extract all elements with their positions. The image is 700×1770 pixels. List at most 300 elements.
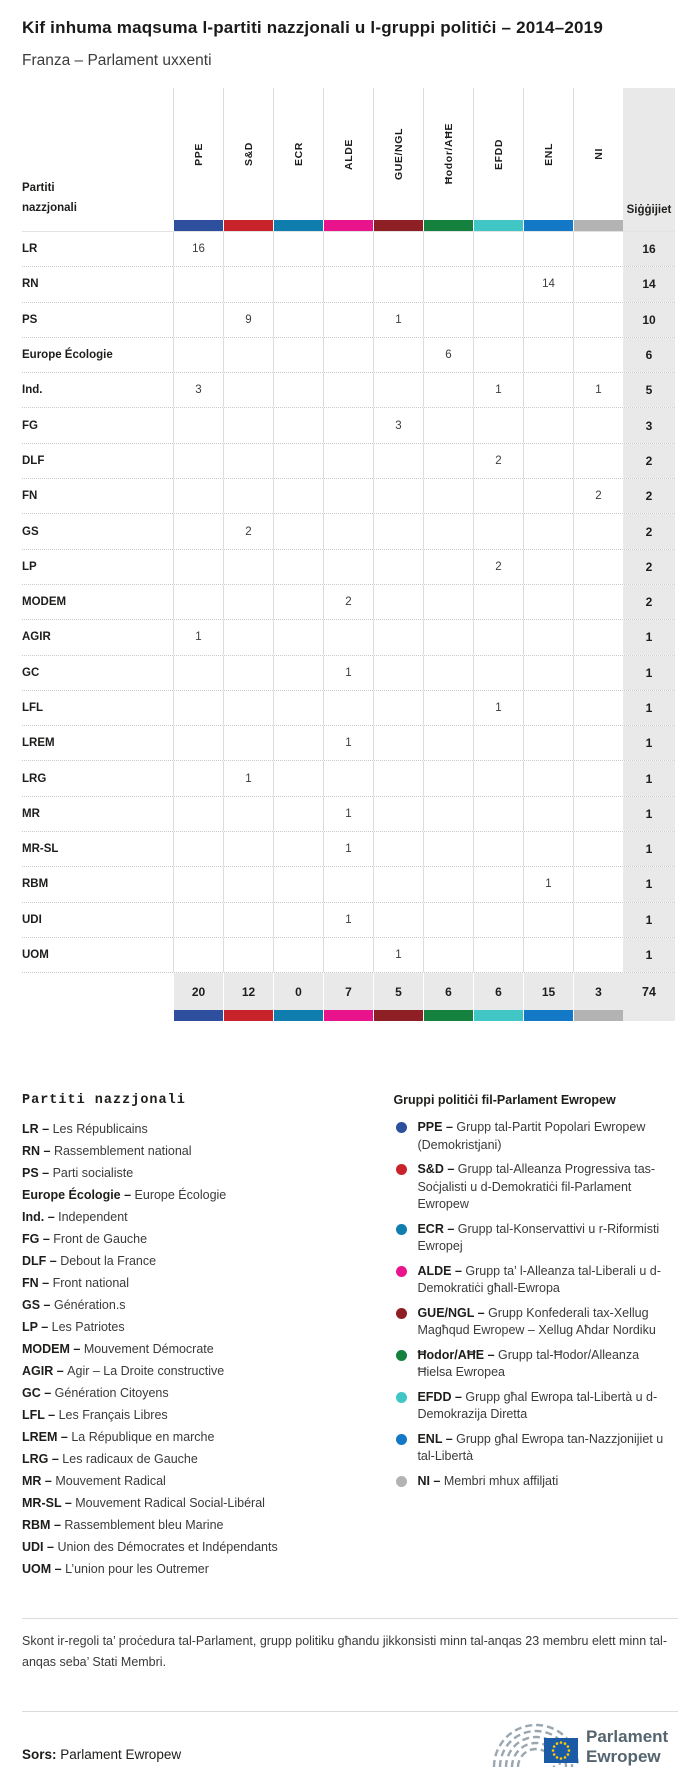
party-name: Debout la France: [60, 1254, 157, 1269]
group-legend-item: [393, 1305, 678, 1340]
value-cell: [573, 267, 623, 301]
value-cell: [223, 620, 273, 654]
value-cell: [423, 656, 473, 690]
value-cell: [423, 267, 473, 301]
group-abbr: Ħodor/AĦE –: [417, 1347, 499, 1362]
party-label: Ind.: [22, 384, 43, 397]
value-cell: [523, 691, 573, 725]
value-cell: [373, 620, 423, 654]
value-cell: [273, 656, 323, 690]
value-cell: [523, 726, 573, 760]
value-cell: [323, 338, 373, 372]
column-header-label: EFDD: [492, 138, 505, 170]
party-label: MR: [22, 807, 40, 820]
color-swatch: [473, 220, 523, 231]
group-abbr: PPE –: [417, 1120, 457, 1135]
logo-text-line2: Ewropew: [586, 1747, 661, 1767]
party-abbr: MR –: [22, 1474, 56, 1489]
value-cell: [173, 656, 223, 690]
party-legend-item: [22, 1184, 371, 1206]
divider-bottom: [22, 1711, 678, 1712]
group-desc: Ħodor/AĦE – Grupp tal-Ħodor/Alleanza Ħielsa Ewropea: [417, 1347, 640, 1380]
seats-total-cell: 2: [623, 514, 675, 548]
value-cell: [473, 656, 523, 690]
party-legend-item: [22, 1294, 371, 1316]
column-header-cell: [523, 88, 573, 220]
value-cell: [323, 938, 373, 972]
group-legend-item: [393, 1473, 678, 1491]
value-cell: 9: [223, 303, 273, 337]
table-body: [22, 231, 675, 973]
party-abbr: LREM –: [22, 1430, 72, 1445]
value-cell: [323, 408, 373, 442]
value-cell: [373, 761, 423, 795]
totals-row: [22, 973, 675, 1010]
party-abbr: UDI –: [22, 1540, 58, 1555]
party-name: Les radicaux de Gauche: [62, 1452, 198, 1467]
value-cell: [523, 232, 573, 266]
value-cell: 2: [323, 585, 373, 619]
value-cell: [523, 656, 573, 690]
group-desc: NI – Membri mhux affiljati: [417, 1473, 559, 1488]
value-cell: [373, 656, 423, 690]
table-row: [22, 761, 675, 796]
color-swatch: [473, 1010, 523, 1021]
value-cell: [173, 867, 223, 901]
seats-total-cell: 2: [623, 550, 675, 584]
party-label: RN: [22, 278, 39, 291]
value-cell: [273, 338, 323, 372]
color-swatch: [223, 220, 273, 231]
column-header-label: S&D: [242, 142, 255, 166]
group-total-cell: 0: [273, 973, 323, 1010]
footer-bottom-row: [22, 1718, 678, 1770]
table-row: [22, 797, 675, 832]
value-cell: [173, 550, 223, 584]
value-cell: 1: [473, 373, 523, 407]
value-cell: [573, 585, 623, 619]
group-total-cell: 15: [523, 973, 573, 1010]
value-cell: 1: [323, 832, 373, 866]
value-cell: [173, 585, 223, 619]
value-cell: [273, 691, 323, 725]
value-cell: [573, 550, 623, 584]
seats-total-cell: 5: [623, 373, 675, 407]
value-cell: [423, 691, 473, 725]
value-cell: [573, 232, 623, 266]
value-cell: [223, 832, 273, 866]
value-cell: 1: [523, 867, 573, 901]
seats-total-cell: 14: [623, 267, 675, 301]
value-cell: [423, 373, 473, 407]
seats-total-cell: 1: [623, 656, 675, 690]
value-cell: [373, 373, 423, 407]
party-abbr: PS –: [22, 1166, 53, 1181]
group-legend-item: [393, 1161, 678, 1214]
column-header-label: ENL: [542, 142, 555, 166]
value-cell: [473, 408, 523, 442]
column-header-cell: [573, 88, 623, 220]
party-label: Europe Écologie: [22, 349, 113, 362]
divider-top: [22, 1618, 678, 1619]
color-swatch: [323, 1010, 373, 1021]
value-cell: [373, 691, 423, 725]
party-label: PS: [22, 313, 38, 326]
value-cell: [273, 479, 323, 513]
column-header-label: NI: [592, 148, 605, 160]
value-cell: [473, 867, 523, 901]
column-header-label: ECR: [292, 142, 305, 166]
value-cell: [273, 832, 323, 866]
value-cell: [273, 232, 323, 266]
value-cell: 6: [423, 338, 473, 372]
value-cell: [523, 832, 573, 866]
party-abbr: LP –: [22, 1320, 52, 1335]
color-swatch: [273, 220, 323, 231]
value-cell: [223, 373, 273, 407]
party-label: AGIR: [22, 631, 51, 644]
party-name: Union des Démocrates et Indépendants: [57, 1540, 278, 1555]
group-total-cell: 12: [223, 973, 273, 1010]
value-cell: [223, 408, 273, 442]
party-label: UOM: [22, 949, 49, 962]
party-legend-item: [22, 1492, 371, 1514]
legend-parties-list: [22, 1118, 371, 1580]
group-color-bar: [22, 220, 675, 231]
color-swatch: [373, 1010, 423, 1021]
party-legend-item: [22, 1404, 371, 1426]
party-legend-item: [22, 1228, 371, 1250]
legend-groups: [393, 1093, 678, 1580]
value-cell: [223, 232, 273, 266]
value-cell: [223, 797, 273, 831]
party-abbr: LR –: [22, 1122, 53, 1137]
table-row: [22, 444, 675, 479]
color-swatch: [573, 220, 623, 231]
value-cell: [373, 267, 423, 301]
party-name: Génération.s: [53, 1298, 126, 1313]
value-cell: [273, 303, 323, 337]
party-legend-item: [22, 1118, 371, 1140]
value-cell: [423, 479, 473, 513]
value-cell: [573, 303, 623, 337]
value-cell: [373, 903, 423, 937]
group-abbr: ECR –: [417, 1221, 458, 1236]
infographic-page: [0, 18, 700, 1770]
value-cell: [373, 232, 423, 266]
color-swatch: [573, 1010, 623, 1021]
table-row: [22, 373, 675, 408]
color-swatch: [223, 1010, 273, 1021]
table-row: [22, 479, 675, 514]
value-cell: [273, 761, 323, 795]
group-desc: PPE – Grupp tal-Partit Popolari Ewropew (Demokristjani): [417, 1120, 646, 1152]
value-cell: [173, 797, 223, 831]
table-row: [22, 691, 675, 726]
bar-spacer: [22, 220, 173, 231]
party-label: LFL: [22, 702, 44, 714]
party-name: Les Républicains: [52, 1122, 148, 1137]
value-cell: 1: [173, 620, 223, 654]
party-name: Mouvement Démocrate: [83, 1342, 214, 1357]
value-cell: [573, 761, 623, 795]
table-row: [22, 550, 675, 585]
value-cell: [473, 761, 523, 795]
group-abbr: NI –: [417, 1473, 444, 1488]
value-cell: [523, 408, 573, 442]
source-value: Parlament Ewropew: [60, 1747, 182, 1763]
column-header-label: Ħodor/AĦE: [442, 123, 455, 185]
party-name: Mouvement Radical: [55, 1474, 166, 1489]
value-cell: [273, 726, 323, 760]
group-desc: GUE/NGL – Grupp Konfederali tax-Xellug Magħqud Ewropew – Xellug Aħdar Nordiku: [417, 1305, 656, 1338]
group-abbr: ENL –: [417, 1431, 457, 1446]
party-label: RBM: [22, 878, 49, 891]
value-cell: [373, 514, 423, 548]
value-cell: [473, 797, 523, 831]
value-cell: [173, 903, 223, 937]
seats-total-cell: 1: [623, 903, 675, 937]
value-cell: [573, 938, 623, 972]
group-desc: EFDD – Grupp għal Ewropa tal-Libertà u d-Demokrazija Diretta: [417, 1389, 658, 1422]
value-cell: [173, 267, 223, 301]
value-cell: [523, 514, 573, 548]
value-cell: [423, 761, 473, 795]
value-cell: 14: [523, 267, 573, 301]
seats-total-cell: 3: [623, 408, 675, 442]
table-row: [22, 303, 675, 338]
value-cell: [373, 867, 423, 901]
table-row: [22, 585, 675, 620]
party-abbr: GC –: [22, 1386, 55, 1401]
color-swatch: [423, 220, 473, 231]
page-title: Kif inhuma maqsuma l-partiti nazzjonali u l-gruppi politiċi – 2014–2019: [22, 18, 603, 37]
grand-total-cell: 74: [623, 973, 675, 1010]
value-cell: [573, 620, 623, 654]
party-legend-item: [22, 1206, 371, 1228]
party-abbr: RBM –: [22, 1518, 65, 1533]
legend-parties: [22, 1093, 371, 1580]
value-cell: 2: [573, 479, 623, 513]
value-cell: [373, 444, 423, 478]
value-cell: [423, 867, 473, 901]
seats-total-cell: 1: [623, 691, 675, 725]
column-header-label: ALDE: [342, 138, 355, 170]
party-label: LR: [22, 243, 38, 256]
group-total-cell: 6: [473, 973, 523, 1010]
party-name: Front de Gauche: [53, 1232, 148, 1247]
party-abbr: FN –: [22, 1276, 53, 1291]
group-abbr: EFDD –: [417, 1389, 466, 1404]
value-cell: 1: [473, 691, 523, 725]
value-cell: [373, 479, 423, 513]
value-cell: [473, 338, 523, 372]
value-cell: [273, 797, 323, 831]
value-cell: [473, 620, 523, 654]
seats-total-cell: 1: [623, 726, 675, 760]
value-cell: [523, 373, 573, 407]
value-cell: [223, 726, 273, 760]
value-cell: [173, 444, 223, 478]
value-cell: [523, 479, 573, 513]
value-cell: [423, 832, 473, 866]
value-cell: 3: [373, 408, 423, 442]
table-row: [22, 938, 675, 973]
group-legend-item: [393, 1263, 678, 1298]
column-header-label: GUE/NGL: [392, 127, 405, 181]
value-cell: [473, 903, 523, 937]
value-cell: [273, 903, 323, 937]
party-label: DLF: [22, 454, 45, 467]
party-name: Rassemblement bleu Marine: [64, 1518, 224, 1533]
group-total-cell: 6: [423, 973, 473, 1010]
value-cell: [223, 691, 273, 725]
value-cell: [223, 444, 273, 478]
column-header-cell: [373, 88, 423, 220]
totals-spacer: [22, 973, 173, 1010]
value-cell: [273, 514, 323, 548]
seats-distribution-table: [22, 88, 675, 1021]
value-cell: [223, 938, 273, 972]
color-swatch: [423, 1010, 473, 1021]
seats-total-cell: 1: [623, 938, 675, 972]
value-cell: [523, 903, 573, 937]
value-cell: [573, 444, 623, 478]
value-cell: [273, 373, 323, 407]
value-cell: [323, 867, 373, 901]
legend-groups-list: [393, 1119, 678, 1490]
value-cell: [523, 797, 573, 831]
party-abbr: LRG –: [22, 1452, 63, 1467]
value-cell: [323, 303, 373, 337]
seats-total-cell: 1: [623, 832, 675, 866]
party-abbr: UOM –: [22, 1562, 66, 1577]
seats-total-cell: 1: [623, 620, 675, 654]
group-total-cell: 5: [373, 973, 423, 1010]
value-cell: [223, 867, 273, 901]
group-abbr: ALDE –: [417, 1263, 466, 1278]
group-color-dot: [396, 1434, 407, 1445]
table-row: [22, 867, 675, 902]
party-label: MR-SL: [22, 843, 59, 856]
color-swatch: [523, 220, 573, 231]
group-color-dot: [396, 1350, 407, 1361]
party-name: Parti socialiste: [52, 1166, 134, 1181]
group-color-dot: [396, 1122, 407, 1133]
party-label: LREM: [22, 737, 55, 750]
group-legend-item: [393, 1389, 678, 1424]
group-color-dot: [396, 1266, 407, 1277]
seats-total-cell: 16: [623, 232, 675, 266]
value-cell: 1: [323, 903, 373, 937]
seats-total-cell: 1: [623, 867, 675, 901]
value-cell: 1: [323, 797, 373, 831]
value-cell: 2: [473, 444, 523, 478]
party-label: MODEM: [22, 596, 67, 609]
value-cell: [423, 232, 473, 266]
european-parliament-logo: [483, 1718, 678, 1770]
group-desc: ECR – Grupp tal-Konservattivi u r-Riformisti Ewropej: [417, 1221, 660, 1254]
value-cell: [273, 267, 323, 301]
value-cell: [423, 726, 473, 760]
value-cell: [323, 444, 373, 478]
value-cell: [473, 832, 523, 866]
party-legend-item: [22, 1448, 371, 1470]
color-swatch: [323, 220, 373, 231]
table-row: [22, 832, 675, 867]
party-label: LP: [22, 560, 37, 573]
value-cell: 1: [223, 761, 273, 795]
value-cell: [373, 550, 423, 584]
value-cell: [273, 444, 323, 478]
value-cell: [223, 479, 273, 513]
value-cell: 2: [473, 550, 523, 584]
party-abbr: RN –: [22, 1144, 54, 1159]
table-row: [22, 656, 675, 691]
group-abbr: S&D –: [417, 1162, 458, 1177]
value-cell: [323, 550, 373, 584]
value-cell: [523, 620, 573, 654]
source-label: Sors:: [22, 1747, 57, 1763]
party-name: Rassemblement national: [53, 1144, 192, 1159]
party-abbr: FG –: [22, 1232, 54, 1247]
party-name: Independent: [58, 1210, 128, 1225]
table-header-row: [22, 88, 675, 220]
value-cell: [573, 832, 623, 866]
value-cell: [273, 620, 323, 654]
color-swatch: [523, 1010, 573, 1021]
party-name: Les Patriotes: [51, 1320, 125, 1335]
value-cell: [423, 797, 473, 831]
value-cell: [473, 938, 523, 972]
table-row: [22, 232, 675, 267]
value-cell: [173, 938, 223, 972]
row-header-text: Partiti nazzjonali: [22, 182, 77, 214]
value-cell: [223, 267, 273, 301]
party-label: FN: [22, 490, 38, 503]
party-name: Agir – La Droite constructive: [67, 1364, 225, 1379]
seats-total-cell: 1: [623, 761, 675, 795]
party-name: Europe Écologie: [134, 1188, 227, 1203]
party-name: La République en marche: [71, 1430, 215, 1445]
group-total-cell: 7: [323, 973, 373, 1010]
legend-section: [22, 1093, 678, 1580]
table-row: [22, 903, 675, 938]
value-cell: [323, 514, 373, 548]
group-legend-item: [393, 1119, 678, 1154]
value-cell: 1: [573, 373, 623, 407]
value-cell: [173, 832, 223, 866]
party-name: L’union pour les Outremer: [65, 1562, 209, 1577]
value-cell: [223, 550, 273, 584]
group-color-bar: [22, 1010, 675, 1021]
value-cell: [173, 691, 223, 725]
party-legend-item: [22, 1162, 371, 1184]
table-row: [22, 267, 675, 302]
value-cell: [523, 338, 573, 372]
seats-total-cell: 10: [623, 303, 675, 337]
value-cell: [573, 867, 623, 901]
seats-total-cell: 2: [623, 444, 675, 478]
value-cell: [273, 938, 323, 972]
group-legend-item: [393, 1221, 678, 1256]
party-legend-item: [22, 1250, 371, 1272]
party-legend-item: [22, 1426, 371, 1448]
seats-total-cell: 1: [623, 797, 675, 831]
legend-groups-heading: Gruppi politiċi fil-Parlament Ewropew: [393, 1093, 616, 1108]
table-row: [22, 408, 675, 443]
value-cell: [473, 514, 523, 548]
